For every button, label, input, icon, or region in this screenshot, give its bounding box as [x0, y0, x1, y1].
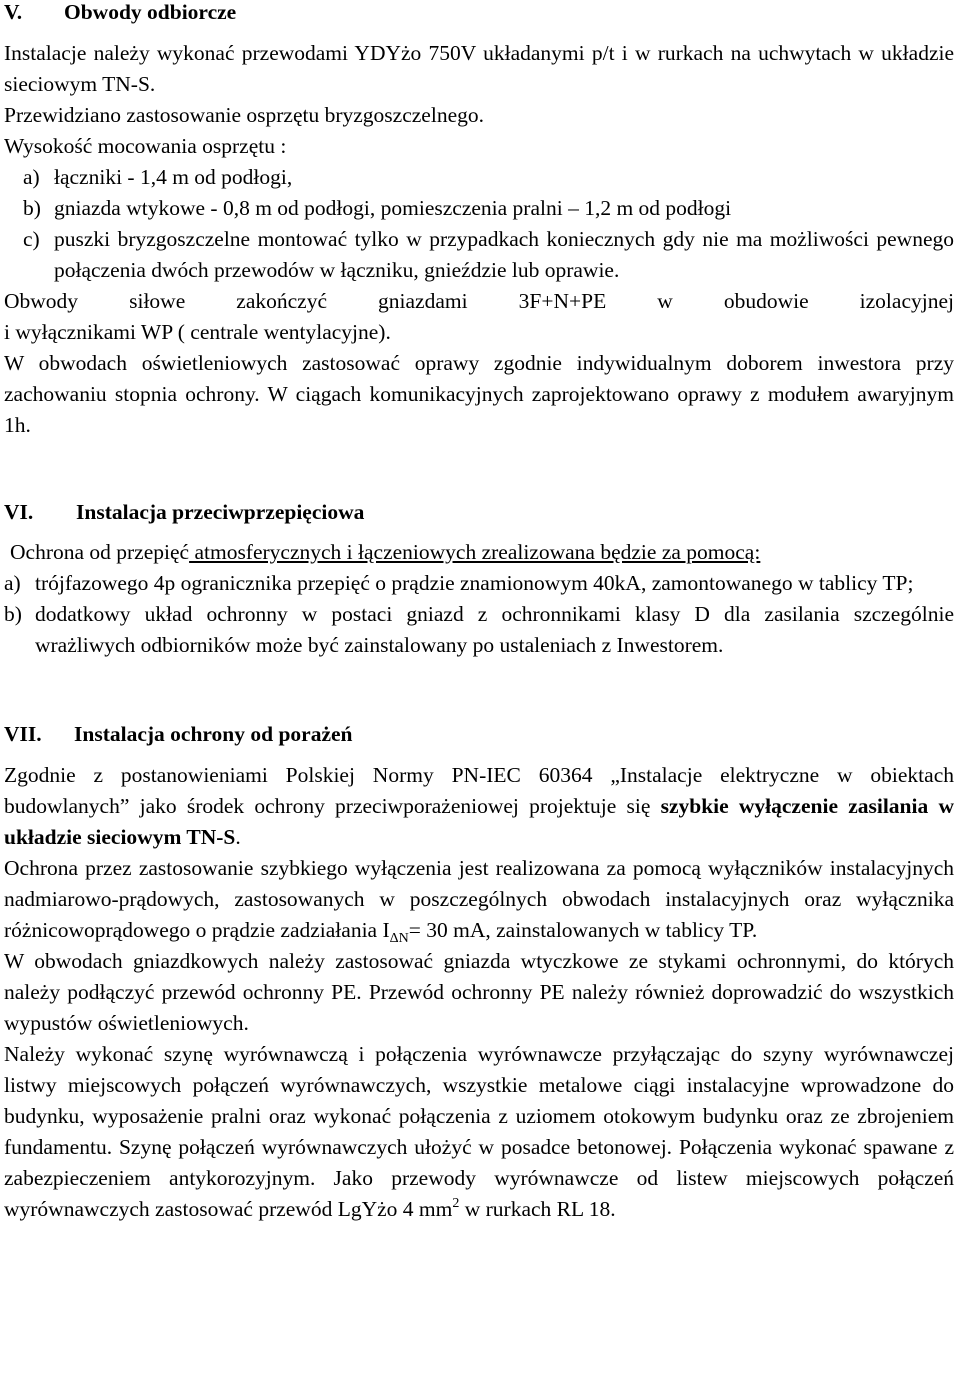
- section-number: VI.: [4, 500, 34, 524]
- paragraph: Instalacje należy wykonać przewodami YDYżo 750V układanymi p/t i w rurkach na uchwytach w układzie sieciowym TN-S.: [4, 41, 954, 96]
- list-text: puszki bryzgoszczelne montować tylko w przypadkach koniecznych gdy nie ma możliwości pewnego połączenia dwóch przewodów w łączniku, gnieździe lub oprawie.: [54, 227, 954, 282]
- list-item: [4, 162, 954, 193]
- section-title: Instalacja ochrony od porażeń: [74, 722, 353, 746]
- paragraph-bold-text: szybkie wyłączenie zasilania w układzie sieciowym TN-S: [4, 794, 954, 849]
- list-text: gniazda wtykowe - 0,8 m od podłogi, pomieszczenia pralni – 1,2 m od podłogi: [54, 196, 732, 220]
- section-heading-vii: [4, 719, 954, 750]
- list-text: trójfazowego 4p ogranicznika przepięć o prądzie znamionowym 40kA, zamontowanego w tablicy TP;: [35, 571, 914, 595]
- paragraph: Obwody siłowe zakończyć gniazdami 3F+N+PE w obudowie izolacyjnej: [4, 289, 954, 313]
- section-number: VII.: [4, 722, 42, 746]
- paragraph-text: w rurkach RL 18.: [459, 1197, 616, 1221]
- list-item: [4, 193, 954, 224]
- list-item: [4, 224, 954, 286]
- paragraph-text: = 30 mA, zainstalowanych w tablicy TP.: [408, 918, 758, 942]
- paragraph-text: Ochrona przez zastosowanie szybkiego wyłączenia jest realizowana za pomocą wyłączników instalacyjnych nadmiarowo-prądowych, zastosowanych w poszczególnych obwodach instalacyjnych oraz wyłącznika różnicowoprądowego o prądzie zadziałania I: [4, 856, 954, 942]
- surge-protection-list: [4, 568, 954, 661]
- list-marker: c): [23, 227, 40, 251]
- paragraph-text: Zgodnie z postanowieniami Polskiej Normy PN-IEC 60364 „Instalacje elektryczne w obiektach budowlanych” jako środek ochrony przeciwporażeniowej projektuje się: [4, 763, 954, 818]
- section-title: Obwody odbiorcze: [64, 0, 237, 24]
- superscript: 2: [452, 1196, 460, 1211]
- paragraph: [4, 853, 954, 946]
- section-number: V.: [4, 0, 23, 24]
- mounting-height-list: [4, 162, 954, 286]
- list-text: dodatkowy układ ochronny w postaci gniazd z ochronnikami klasy D dla zasilania szczególnie wrażliwych odbiorników może być zainstalowany po ustaleniach z Inwestorem.: [35, 602, 954, 657]
- paragraph: [4, 1039, 954, 1225]
- section-heading-v: [4, 0, 954, 28]
- paragraph: i wyłącznikami WP ( centrale wentylacyjne).: [4, 320, 391, 344]
- intro-text: Ochrona od przepięć: [10, 540, 190, 564]
- paragraph-text: .: [235, 825, 241, 849]
- list-marker: b): [23, 196, 41, 220]
- paragraph: Wysokość mocowania osprzętu :: [4, 134, 287, 158]
- subscript: ΔN: [389, 931, 409, 946]
- list-marker: a): [23, 165, 40, 189]
- list-text: łączniki - 1,4 m od podłogi,: [54, 165, 293, 189]
- list-item: [4, 599, 954, 661]
- section-heading-vi: [4, 497, 954, 528]
- list-marker: b): [4, 602, 22, 626]
- document-page: [4, 0, 954, 1225]
- paragraph: Przewidziano zastosowanie osprzętu bryzgoszczelnego.: [4, 103, 484, 127]
- section-title: Instalacja przeciwprzepięciowa: [76, 500, 365, 524]
- paragraph: W obwodach gniazdkowych należy zastosować gniazda wtyczkowe ze stykami ochronnymi, do których należy podłączyć przewód ochronny PE. Przewód ochronny PE należy również doprowadzić do wszystkich wypustów oświetleniowych.: [4, 949, 954, 1035]
- intro-text-underlined: atmosferycznych i łączeniowych zrealizowana będzie za pomocą:: [189, 540, 761, 564]
- list-item: [4, 568, 954, 599]
- paragraph-text: Należy wykonać szynę wyrównawczą i połączenia wyrównawcze przyłączając do szyny wyrównawczej listwy miejscowych połączeń wyrównawczych, wszystkie metalowe ciągi instalacyjne wprowadzone do budynku, wyposażenie pralni oraz wykonać połączenia z uziomem otokowym budynku oraz ze zbrojeniem fundamentu. Szynę połączeń wyrównawczych ułożyć w posadce betonowej. Połączenia wykonać spawane z zabezpieczeniem antykorozyjnym. Jako przewody wyrównawcze od listew miejscowych połączeń wyrównawczych zastosować przewód LgYżo 4 mm: [4, 1042, 954, 1221]
- paragraph: [4, 760, 954, 853]
- paragraph: [4, 537, 954, 568]
- paragraph: W obwodach oświetleniowych zastosować oprawy zgodnie indywidualnym doborem inwestora przy zachowaniu stopnia ochrony. W ciągach komunikacyjnych zaprojektowano oprawy z modułem awaryjnym 1h.: [4, 351, 954, 437]
- list-marker: a): [4, 571, 21, 595]
